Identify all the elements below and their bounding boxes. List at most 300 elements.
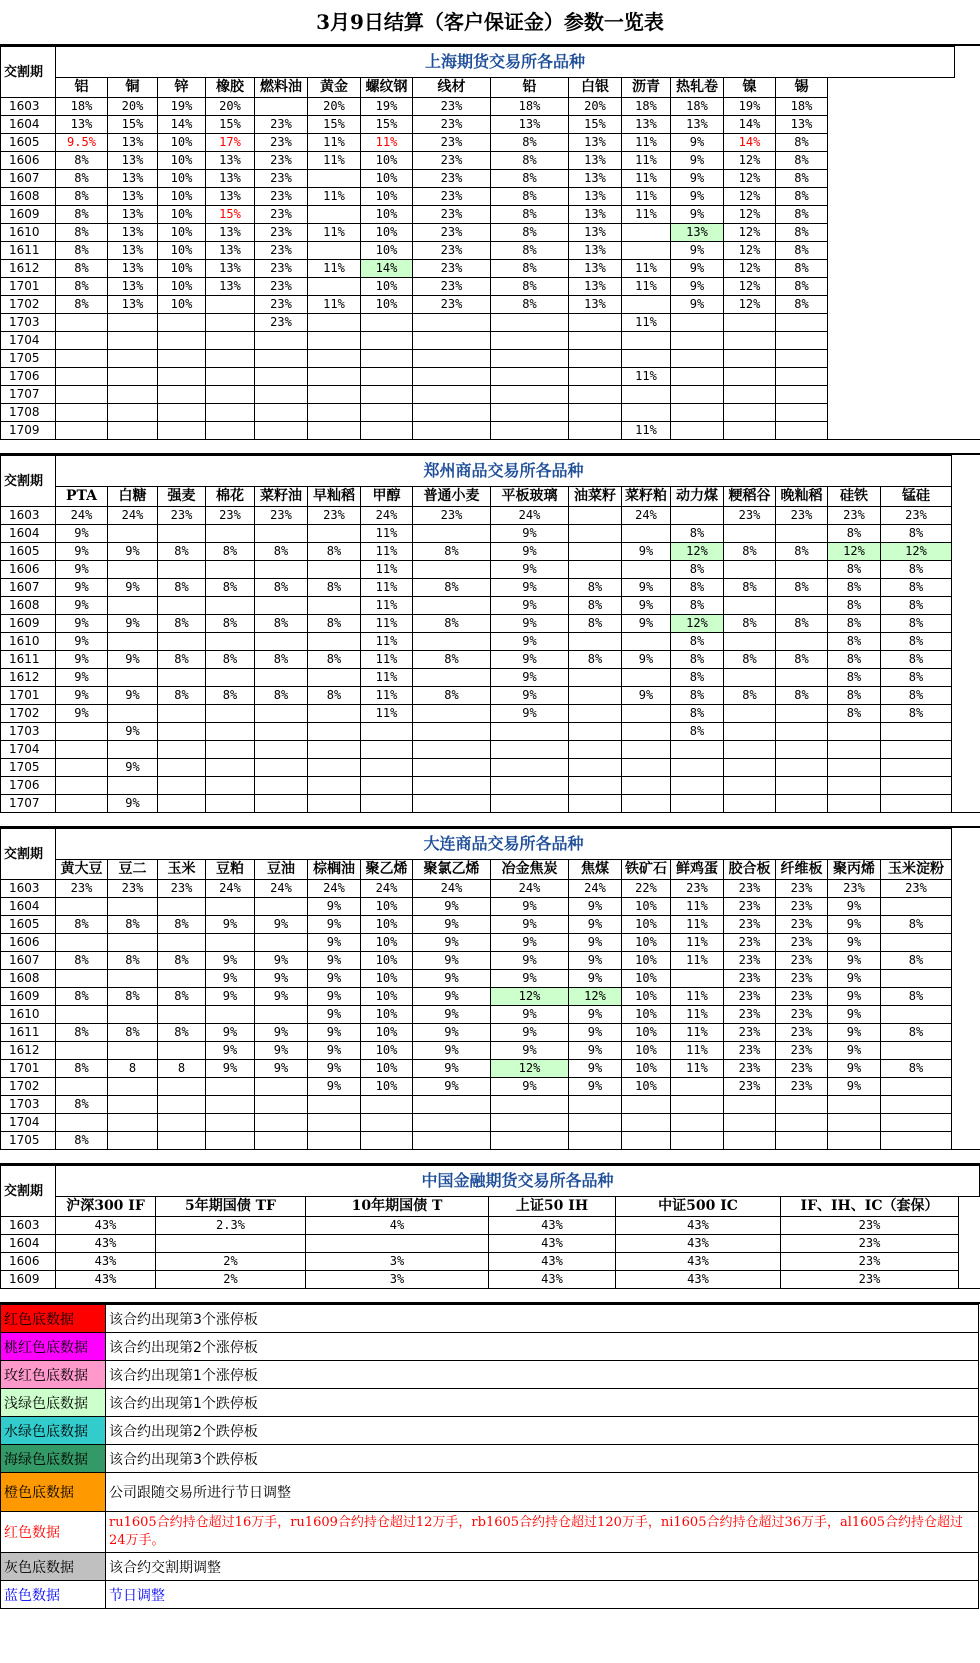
margin-cell: 23% — [776, 1042, 828, 1060]
table-row — [1, 332, 955, 350]
margin-cell: 8% — [413, 543, 491, 561]
margin-cell: 8% — [206, 543, 255, 561]
margin-cell — [56, 723, 108, 741]
margin-cell: 8% — [569, 579, 622, 597]
margin-cell: 23% — [255, 224, 308, 242]
margin-cell — [108, 597, 158, 615]
section-divider — [0, 812, 980, 828]
period-cell: 1612 — [1, 260, 56, 278]
margin-cell: 8% — [158, 615, 206, 633]
margin-cell: 9% — [622, 687, 671, 705]
margin-cell: 23% — [724, 934, 776, 952]
margin-cell: 23% — [776, 988, 828, 1006]
table-row — [1, 687, 952, 705]
margin-cell: 13% — [569, 152, 622, 170]
margin-cell — [361, 422, 413, 440]
margin-cell — [308, 404, 361, 422]
margin-cell — [622, 561, 671, 579]
table-row — [1, 1060, 952, 1078]
margin-cell: 43% — [616, 1235, 781, 1253]
column-header: 棕榈油 — [308, 860, 361, 880]
margin-cell: 23% — [776, 1078, 828, 1096]
margin-cell — [158, 759, 206, 777]
margin-cell: 11% — [361, 561, 413, 579]
margin-cell: 23% — [828, 507, 881, 525]
period-cell: 1705 — [1, 350, 56, 368]
margin-cell — [671, 422, 724, 440]
margin-cell — [206, 777, 255, 795]
margin-cell: 9% — [255, 1060, 308, 1078]
margin-cell — [569, 507, 622, 525]
margin-cell — [206, 422, 255, 440]
table-row — [1, 525, 952, 543]
margin-cell — [413, 386, 491, 404]
margin-cell — [158, 525, 206, 543]
margin-cell — [671, 332, 724, 350]
margin-cell — [413, 777, 491, 795]
margin-cell — [108, 1114, 158, 1132]
margin-cell: 8% — [56, 206, 108, 224]
column-header: 燃料油 — [255, 78, 308, 98]
margin-cell — [158, 561, 206, 579]
margin-cell: 8% — [491, 170, 569, 188]
margin-cell — [308, 206, 361, 224]
margin-cell: 23% — [724, 952, 776, 970]
margin-cell: 9% — [413, 934, 491, 952]
margin-cell: 10% — [361, 970, 413, 988]
margin-cell: 10% — [158, 170, 206, 188]
column-header: 中证500 IC — [616, 1197, 781, 1217]
margin-cell: 8% — [56, 188, 108, 206]
margin-cell: 8% — [56, 916, 108, 934]
margin-cell — [413, 525, 491, 543]
margin-cell: 11% — [308, 188, 361, 206]
margin-cell: 8% — [56, 242, 108, 260]
margin-cell: 9% — [413, 898, 491, 916]
legend-description: 该合约出现第2个涨停板 — [106, 1333, 979, 1361]
margin-cell: 8% — [413, 579, 491, 597]
margin-cell: 9% — [622, 651, 671, 669]
margin-cell — [108, 777, 158, 795]
spacer-cell — [828, 422, 955, 440]
column-header: 沪深300 IF — [56, 1197, 156, 1217]
margin-cell: 23% — [158, 880, 206, 898]
margin-cell: 13% — [569, 242, 622, 260]
period-cell: 1702 — [1, 705, 56, 723]
margin-cell — [776, 759, 828, 777]
margin-cell: 19% — [724, 98, 776, 116]
margin-cell: 12% — [671, 543, 724, 561]
margin-cell — [56, 1042, 108, 1060]
margin-cell: 8% — [671, 561, 724, 579]
margin-cell: 8% — [158, 579, 206, 597]
margin-cell: 23% — [413, 98, 491, 116]
margin-cell: 9% — [491, 916, 569, 934]
legend-row — [1, 1553, 979, 1581]
margin-cell: 11% — [361, 633, 413, 651]
margin-cell: 13% — [206, 188, 255, 206]
column-header: 10年期国债 T — [306, 1197, 489, 1217]
margin-cell: 11% — [671, 1006, 724, 1024]
margin-cell — [361, 777, 413, 795]
table-row — [1, 1114, 952, 1132]
margin-cell: 13% — [108, 134, 158, 152]
table-row — [1, 898, 952, 916]
margin-cell — [158, 1042, 206, 1060]
margin-cell: 13% — [569, 170, 622, 188]
margin-cell: 9% — [671, 278, 724, 296]
margin-cell — [671, 368, 724, 386]
margin-cell: 18% — [776, 98, 828, 116]
spacer-cell — [828, 296, 955, 314]
margin-cell — [724, 723, 776, 741]
margin-cell — [413, 561, 491, 579]
margin-cell — [206, 1096, 255, 1114]
margin-cell: 13% — [569, 188, 622, 206]
margin-cell — [206, 759, 255, 777]
margin-cell — [724, 422, 776, 440]
margin-cell: 9% — [206, 916, 255, 934]
margin-cell — [108, 898, 158, 916]
margin-cell: 8% — [776, 152, 828, 170]
margin-cell — [108, 561, 158, 579]
margin-cell: 23% — [255, 507, 308, 525]
margin-cell: 10% — [158, 152, 206, 170]
margin-cell: 23% — [781, 1253, 959, 1271]
margin-cell — [776, 422, 828, 440]
margin-cell — [776, 350, 828, 368]
margin-cell — [308, 525, 361, 543]
margin-cell: 8% — [776, 651, 828, 669]
margin-cell — [413, 404, 491, 422]
margin-cell: 11% — [361, 687, 413, 705]
margin-cell — [361, 386, 413, 404]
margin-cell: 10% — [361, 1006, 413, 1024]
column-header: 铝 — [56, 78, 108, 98]
margin-cell: 20% — [206, 98, 255, 116]
table-row — [1, 422, 955, 440]
margin-cell — [569, 795, 622, 813]
margin-cell — [361, 759, 413, 777]
margin-cell: 12% — [491, 1060, 569, 1078]
margin-cell — [881, 934, 952, 952]
margin-cell: 9% — [413, 1024, 491, 1042]
margin-cell: 9% — [56, 705, 108, 723]
margin-cell: 23% — [413, 188, 491, 206]
margin-cell: 23% — [776, 1024, 828, 1042]
margin-cell — [56, 1114, 108, 1132]
margin-cell: 23% — [724, 880, 776, 898]
margin-cell: 9.5% — [56, 134, 108, 152]
margin-cell — [56, 898, 108, 916]
margin-cell — [308, 705, 361, 723]
margin-cell: 8% — [56, 224, 108, 242]
period-cell: 1606 — [1, 1253, 56, 1271]
margin-cell: 9% — [413, 988, 491, 1006]
margin-cell — [671, 1096, 724, 1114]
legend-description: 该合约出现第1个跌停板 — [106, 1389, 979, 1417]
margin-cell — [724, 332, 776, 350]
margin-cell — [206, 669, 255, 687]
margin-cell — [622, 350, 671, 368]
margin-cell: 8% — [255, 615, 308, 633]
margin-cell: 10% — [622, 1060, 671, 1078]
legend-row — [1, 1581, 979, 1609]
period-cell: 1603 — [1, 880, 56, 898]
margin-cell: 23% — [108, 880, 158, 898]
margin-cell — [569, 525, 622, 543]
period-cell: 1611 — [1, 651, 56, 669]
margin-cell — [108, 1078, 158, 1096]
margin-cell — [206, 1114, 255, 1132]
margin-cell: 9% — [413, 1042, 491, 1060]
margin-cell: 23% — [724, 1078, 776, 1096]
column-header: 聚乙烯 — [361, 860, 413, 880]
margin-cell: 8% — [308, 687, 361, 705]
margin-cell: 8% — [828, 615, 881, 633]
margin-cell — [671, 507, 724, 525]
margin-cell — [255, 759, 308, 777]
margin-cell: 23% — [724, 898, 776, 916]
spacer-cell — [828, 332, 955, 350]
margin-cell: 9% — [828, 898, 881, 916]
margin-cell: 8% — [158, 651, 206, 669]
margin-cell — [308, 350, 361, 368]
margin-cell — [413, 314, 491, 332]
margin-cell: 9% — [828, 1006, 881, 1024]
margin-cell: 8% — [255, 543, 308, 561]
margin-cell: 10% — [622, 898, 671, 916]
margin-cell: 15% — [206, 116, 255, 134]
column-header: 锌 — [158, 78, 206, 98]
margin-cell: 8% — [881, 952, 952, 970]
margin-cell — [569, 561, 622, 579]
margin-cell: 23% — [413, 134, 491, 152]
margin-cell: 8% — [881, 525, 952, 543]
margin-cell: 23% — [781, 1235, 959, 1253]
table-row — [1, 1132, 952, 1150]
margin-cell — [881, 759, 952, 777]
margin-cell — [108, 314, 158, 332]
margin-cell — [776, 1114, 828, 1132]
margin-cell: 23% — [724, 988, 776, 1006]
spacer-cell — [828, 368, 955, 386]
period-cell: 1703 — [1, 314, 56, 332]
margin-cell — [724, 386, 776, 404]
margin-cell — [413, 741, 491, 759]
margin-cell: 8% — [828, 525, 881, 543]
row-label: 交割期 — [1, 829, 56, 880]
legend-description: 该合约交割期调整 — [106, 1553, 979, 1581]
margin-cell — [671, 1132, 724, 1150]
spacer-cell — [828, 78, 955, 98]
spacer-cell — [959, 1253, 980, 1271]
margin-cell — [413, 422, 491, 440]
margin-cell: 8% — [776, 278, 828, 296]
margin-cell: 9% — [491, 687, 569, 705]
margin-cell: 23% — [255, 260, 308, 278]
margin-cell: 24% — [491, 880, 569, 898]
margin-cell — [206, 368, 255, 386]
margin-cell — [255, 98, 308, 116]
legend-table — [0, 1304, 979, 1609]
margin-cell: 23% — [881, 507, 952, 525]
legend-description: 该合约出现第2个跌停板 — [106, 1417, 979, 1445]
legend-swatch: 灰色底数据 — [1, 1553, 106, 1581]
table-row — [1, 1096, 952, 1114]
exchange-table — [0, 1165, 980, 1289]
margin-cell — [308, 795, 361, 813]
margin-cell — [622, 242, 671, 260]
margin-cell: 8% — [158, 1024, 206, 1042]
margin-cell: 8% — [881, 1024, 952, 1042]
margin-cell — [828, 1132, 881, 1150]
period-cell: 1609 — [1, 615, 56, 633]
margin-cell: 9% — [308, 970, 361, 988]
margin-cell: 8% — [671, 579, 724, 597]
margin-cell — [158, 350, 206, 368]
row-label: 交割期 — [1, 47, 56, 98]
margin-cell: 15% — [361, 116, 413, 134]
page-title: 3月9日结算（客户保证金）参数一览表 — [0, 0, 980, 46]
margin-cell — [776, 332, 828, 350]
margin-cell — [776, 561, 828, 579]
margin-cell — [255, 368, 308, 386]
margin-cell — [776, 669, 828, 687]
exchange-table — [0, 455, 952, 813]
margin-cell — [881, 970, 952, 988]
period-cell: 1606 — [1, 934, 56, 952]
margin-cell — [255, 633, 308, 651]
margin-cell: 24% — [569, 880, 622, 898]
table-row — [1, 633, 952, 651]
margin-cell — [158, 386, 206, 404]
margin-cell: 8% — [881, 633, 952, 651]
spacer-cell — [828, 224, 955, 242]
margin-cell: 8% — [724, 579, 776, 597]
margin-cell: 23% — [776, 952, 828, 970]
margin-cell: 43% — [489, 1271, 616, 1289]
margin-cell — [622, 795, 671, 813]
table-row — [1, 170, 955, 188]
margin-cell: 13% — [108, 206, 158, 224]
margin-cell: 9% — [308, 1024, 361, 1042]
margin-cell: 23% — [413, 116, 491, 134]
margin-cell: 23% — [413, 206, 491, 224]
margin-cell — [206, 332, 255, 350]
legend-row — [1, 1473, 979, 1512]
margin-cell: 8% — [56, 988, 108, 1006]
margin-cell: 9% — [491, 597, 569, 615]
margin-cell: 23% — [413, 296, 491, 314]
margin-cell: 23% — [776, 898, 828, 916]
margin-cell: 24% — [255, 880, 308, 898]
margin-cell — [671, 314, 724, 332]
margin-cell: 9% — [56, 525, 108, 543]
margin-cell — [569, 633, 622, 651]
margin-cell: 10% — [158, 296, 206, 314]
margin-cell: 13% — [108, 242, 158, 260]
spacer-cell — [828, 170, 955, 188]
margin-cell — [308, 1132, 361, 1150]
legend-swatch: 浅绿色底数据 — [1, 1389, 106, 1417]
margin-cell: 18% — [56, 98, 108, 116]
margin-cell — [622, 224, 671, 242]
margin-cell: 14% — [361, 260, 413, 278]
margin-cell: 11% — [622, 152, 671, 170]
column-header: 硅铁 — [828, 487, 881, 507]
margin-cell — [255, 934, 308, 952]
margin-cell: 11% — [361, 579, 413, 597]
period-cell: 1610 — [1, 224, 56, 242]
table-row — [1, 134, 955, 152]
margin-cell — [56, 368, 108, 386]
margin-cell: 8% — [776, 206, 828, 224]
legend-row — [1, 1512, 979, 1553]
column-header: 普通小麦 — [413, 487, 491, 507]
margin-cell: 11% — [622, 134, 671, 152]
margin-cell: 8% — [776, 260, 828, 278]
column-header: 晚籼稻 — [776, 487, 828, 507]
margin-cell: 9% — [671, 296, 724, 314]
column-header: 胶合板 — [724, 860, 776, 880]
margin-cell: 2.3% — [156, 1217, 306, 1235]
margin-cell: 8% — [255, 579, 308, 597]
period-cell: 1604 — [1, 116, 56, 134]
spacer-cell — [828, 350, 955, 368]
margin-cell — [56, 332, 108, 350]
margin-cell — [158, 1114, 206, 1132]
margin-cell: 9% — [671, 188, 724, 206]
margin-cell — [255, 1132, 308, 1150]
margin-cell: 9% — [828, 1024, 881, 1042]
period-cell: 1702 — [1, 1078, 56, 1096]
margin-cell: 24% — [56, 507, 108, 525]
margin-cell: 9% — [308, 1060, 361, 1078]
margin-cell: 23% — [255, 188, 308, 206]
margin-cell: 24% — [361, 507, 413, 525]
margin-cell: 12% — [724, 224, 776, 242]
margin-cell — [569, 314, 622, 332]
margin-cell: 9% — [413, 916, 491, 934]
margin-cell — [491, 1114, 569, 1132]
margin-cell: 9% — [206, 988, 255, 1006]
margin-cell — [828, 741, 881, 759]
table-row — [1, 116, 955, 134]
legend-swatch: 红色数据 — [1, 1512, 106, 1553]
margin-cell: 10% — [158, 260, 206, 278]
margin-cell: 23% — [255, 206, 308, 224]
margin-cell: 23% — [724, 1042, 776, 1060]
period-cell: 1607 — [1, 170, 56, 188]
margin-cell: 19% — [361, 98, 413, 116]
margin-cell: 10% — [622, 1006, 671, 1024]
margin-cell — [308, 386, 361, 404]
margin-cell: 43% — [56, 1271, 156, 1289]
margin-cell: 18% — [671, 98, 724, 116]
margin-cell: 23% — [413, 224, 491, 242]
period-cell: 1705 — [1, 1132, 56, 1150]
margin-cell — [671, 1078, 724, 1096]
column-header: 白糖 — [108, 487, 158, 507]
margin-cell — [308, 422, 361, 440]
margin-cell: 8% — [881, 705, 952, 723]
margin-cell: 9% — [569, 1042, 622, 1060]
margin-cell: 11% — [361, 615, 413, 633]
margin-cell: 8% — [413, 651, 491, 669]
margin-cell: 8% — [828, 633, 881, 651]
column-header: 上证50 IH — [489, 1197, 616, 1217]
